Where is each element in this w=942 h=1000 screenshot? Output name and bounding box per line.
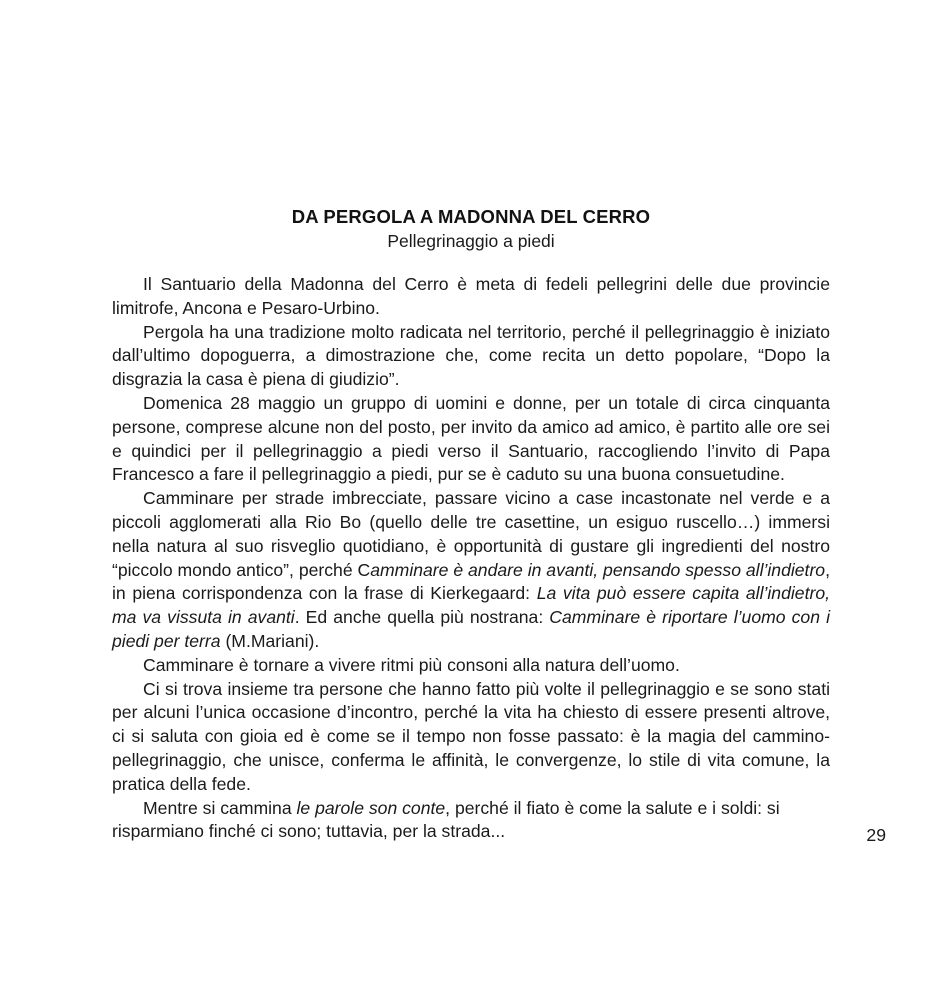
text-run: Camminare è tornare a vivere ritmi più consoni alla natura dell’uomo. (143, 654, 680, 675)
text-run: Domenica 28 maggio un gruppo di uomini e donne, per un totale di circa cinquanta persone, comprese alcune non del posto, per invito da amico ad amico, è partito alle ore sei e quindici per il pellegrinaggio a piedi verso il Santuario, raccogliendo l’invito di Papa Francesco a fare il pellegrinaggio a piedi, pur se è caduto su una buona consuetudine. (112, 392, 830, 485)
italic-run: La vita può essere capita all’indietro, ma va vissuta in avanti (112, 583, 830, 628)
page-subtitle: Pellegrinaggio a piedi (387, 231, 555, 251)
text-run: Ci si trova insieme tra persone che hanno fatto più volte il pellegrinaggio e se sono stati per alcuni l’unica occasione d’incontro, perché la vita ha chiesto di essere presenti altrove, ci si saluta con gioia ed è come se il tempo non fosse passato: è la magia del cammino-pellegrinaggio, che unisce, conferma le affinità, le convergenze, lo stile di vita comune, la pratica della fede. (112, 678, 830, 794)
italic-run: Camminare è riportare l’uomo con i piedi per terra (112, 607, 830, 651)
paragraph (112, 321, 830, 392)
text-run: , perché il fiato è come la salute e i soldi: si risparmiano finché ci sono; tuttavia, per la strada... (112, 797, 780, 842)
page-title: DA PERGOLA A MADONNA DEL CERRO (291, 206, 651, 227)
text-run: , in piena corrispondenza con la frase di Kierkegaard: (112, 559, 830, 604)
body-text (112, 273, 830, 844)
italic-run: amminare è andare in avanti, pensando spesso all’indietro (370, 559, 826, 580)
page-number: 29 (866, 825, 886, 845)
paragraph (112, 273, 830, 321)
paragraph (112, 797, 830, 845)
paragraph (112, 392, 830, 487)
paragraph (112, 678, 830, 797)
text-run: Camminare per strade imbrecciate, passare vicino a case incastonate nel verde e a piccoli agglomerati alla Rio Bo (quello delle tre casettine, un esiguo ruscello…) immersi nella natura al suo risveglio quotidiano, è opportunità di gustare gli ingredienti del nostro “piccolo mondo antico”, perché C (112, 488, 830, 580)
text-run: Mentre si cammina (143, 797, 297, 818)
text-run: Il Santuario della Madonna del Cerro è meta di fedeli pellegrini delle due provincie limitrofe, Ancona e Pesaro-Urbino. (112, 274, 830, 318)
text-run: Pergola ha una tradizione molto radicata nel territorio, perché il pellegrinaggio è iniziato dall’ultimo dopoguerra, a dimostrazione che, come recita un detto popolare, “Dopo la disgrazia la casa è piena di giudizio”. (112, 321, 830, 390)
paragraph (112, 487, 830, 654)
italic-run: le parole son conte (296, 797, 446, 818)
text-run: (M.Mariani). (220, 630, 320, 651)
paragraph (112, 654, 830, 678)
text-run: . Ed anche quella più nostrana: (294, 607, 550, 628)
page-content (112, 205, 830, 844)
